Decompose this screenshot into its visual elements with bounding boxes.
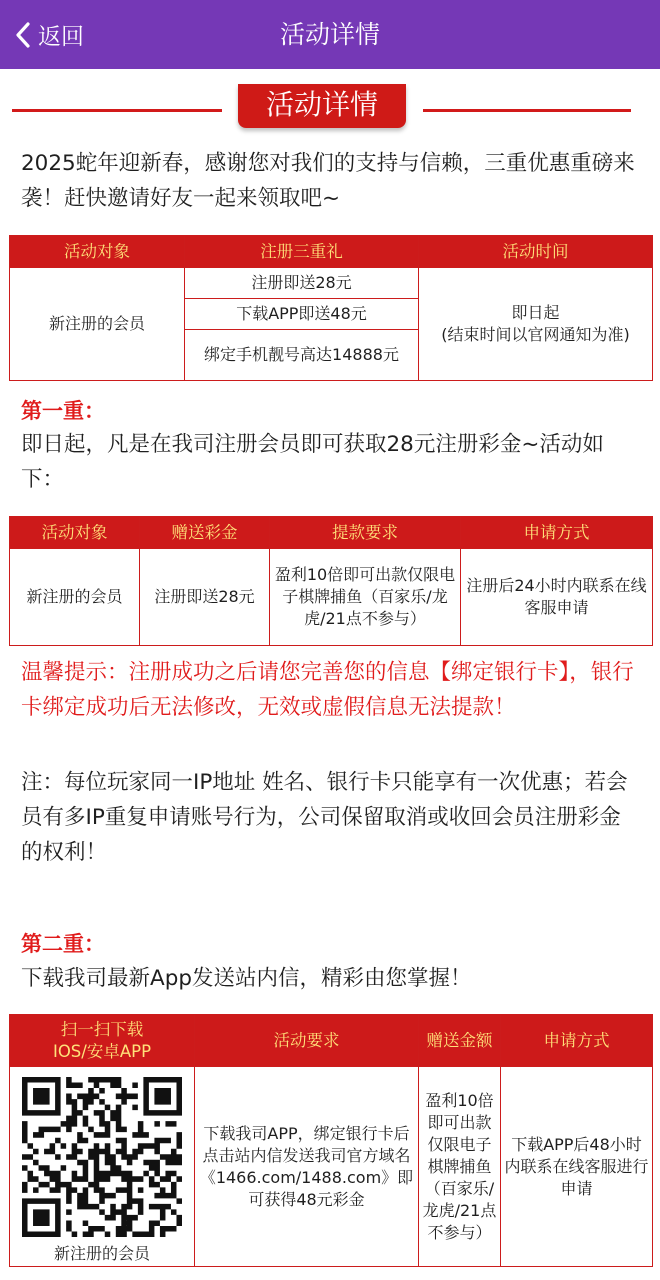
overview-gift-phone: 绑定手机靓号高达14888元 bbox=[185, 330, 419, 381]
section1-text: 即日起，凡是在我司注册会员即可获取28元注册彩金~活动如下： bbox=[21, 432, 604, 492]
register-header-withdraw: 提款要求 bbox=[270, 517, 461, 549]
note-text: 注：每位玩家同一IP地址 姓名、银行卡只能享有一次优惠；若会员有多IP重复申请账号行为，公司保留取消或收回会员注册彩金的权利！ bbox=[21, 770, 628, 865]
overview-target: 新注册的会员 bbox=[10, 268, 185, 381]
overview-time-end: (结束时间以官网通知为准) bbox=[441, 325, 630, 344]
register-apply: 注册后24小时内联系在线客服申请 bbox=[461, 549, 653, 646]
register-header-target: 活动对象 bbox=[10, 517, 140, 549]
download-apply: 下载APP后48小时内联系在线客服进行申请 bbox=[501, 1067, 653, 1267]
banner-title: 活动详情 bbox=[238, 84, 406, 128]
register-bonus-table bbox=[9, 516, 653, 646]
banner-divider-right bbox=[423, 109, 631, 112]
section-banner bbox=[0, 80, 660, 132]
banner-divider-left bbox=[12, 109, 222, 112]
download-header-qr bbox=[10, 1015, 195, 1067]
warning-tip: 温馨提示：注册成功之后请您完善您的信息【绑定银行卡】，银行卡绑定成功后无法修改，无效或虚假信息无法提款！ bbox=[21, 660, 634, 720]
register-header-bonus: 赠送彩金 bbox=[140, 517, 270, 549]
section2-text: 下载我司最新App发送站内信，精彩由您掌握！ bbox=[21, 966, 472, 991]
download-header-apply: 申请方式 bbox=[501, 1015, 653, 1067]
section1-heading: 第一重： bbox=[21, 399, 105, 423]
download-header-amount: 赠送金额 bbox=[419, 1015, 501, 1067]
download-table bbox=[9, 1014, 653, 1267]
back-button[interactable] bbox=[14, 0, 84, 69]
download-amount: 盈利10倍即可出款仅限电子棋牌捕鱼（百家乐/龙虎/21点不参与） bbox=[419, 1067, 501, 1267]
overview-header-target: 活动对象 bbox=[10, 236, 185, 268]
download-qr-cell bbox=[10, 1067, 195, 1267]
nav-bar bbox=[0, 0, 660, 69]
overview-gift-download: 下载APP即送48元 bbox=[185, 299, 419, 330]
qr-caption: 新注册的会员 bbox=[53, 1243, 150, 1263]
register-header-apply: 申请方式 bbox=[461, 517, 653, 549]
register-bonus: 注册即送28元 bbox=[140, 549, 270, 646]
download-header-qr-line1: 扫一扫下载 bbox=[60, 1019, 144, 1039]
chevron-left-icon bbox=[14, 21, 32, 49]
download-header-qr-line2: IOS/安卓APP bbox=[52, 1041, 152, 1061]
section2-heading: 第二重： bbox=[21, 932, 105, 956]
qr-code-icon[interactable] bbox=[22, 1077, 182, 1237]
overview-header-time: 活动时间 bbox=[419, 236, 653, 268]
overview-table bbox=[9, 235, 653, 381]
overview-time bbox=[419, 268, 653, 381]
register-withdraw: 盈利10倍即可出款仅限电子棋牌捕鱼（百家乐/龙虎/21点不参与） bbox=[270, 549, 461, 646]
register-target: 新注册的会员 bbox=[10, 549, 140, 646]
intro-text: 2025蛇年迎新春，感谢您对我们的支持与信赖，三重优惠重磅来袭！赶快邀请好友一起来领取吧~ bbox=[21, 151, 635, 211]
overview-gift-register: 注册即送28元 bbox=[185, 268, 419, 299]
overview-time-start: 即日起 bbox=[511, 303, 560, 322]
page-title: 活动详情 bbox=[279, 20, 380, 49]
overview-header-gifts: 注册三重礼 bbox=[185, 236, 419, 268]
download-requirement: 下载我司APP，绑定银行卡后点击站内信发送我司官方域名《1466.com/1488.com》即可获得48元彩金 bbox=[195, 1067, 419, 1267]
qr-modules bbox=[22, 1077, 182, 1237]
back-label: 返回 bbox=[38, 24, 84, 50]
download-header-requirement: 活动要求 bbox=[195, 1015, 419, 1067]
